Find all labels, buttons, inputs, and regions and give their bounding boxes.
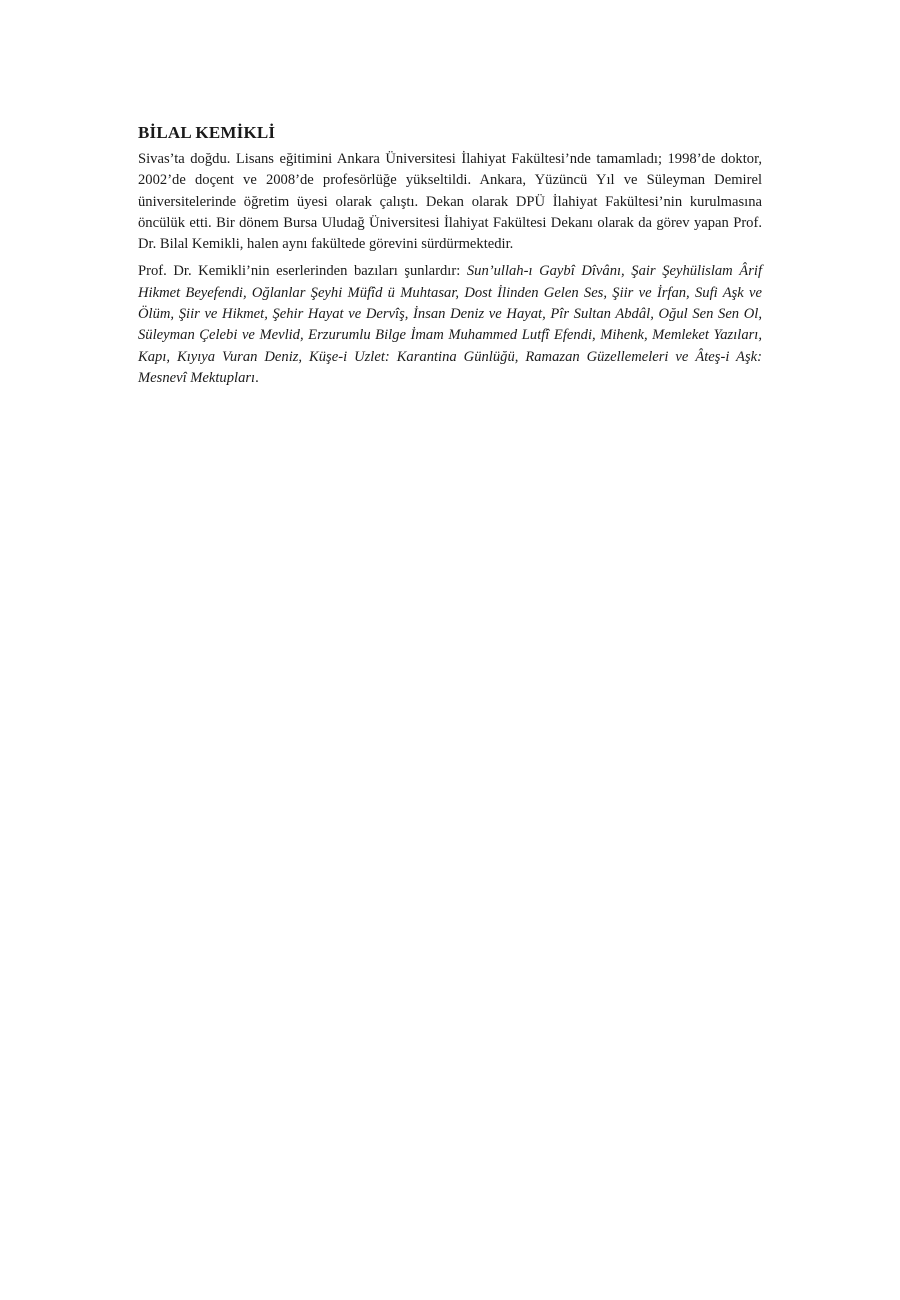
works-paragraph (138, 261, 762, 389)
biography-paragraph: Sivas’ta doğdu. Lisans eğitimini Ankara Üniversitesi İlahiyat Fakültesi’nde tamamladı; 1998’de doktor, 2002’de doçent ve 2008’de profesörlüğe yükseltildi. Ankara, Yüzüncü Yıl ve Süleyman Demirel üniversitelerinde öğretim üyesi olarak çalıştı. Dekan olarak DPÜ İlahiyat Fakültesi’nin kurulmasına öncülük etti. Bir dönem Bursa Uludağ Üniversitesi İlahiyat Fakültesi Dekanı olarak da görev yapan Prof. Dr. Bilal Kemikli, halen aynı fakültede görevini sürdürmektedir. (138, 151, 762, 253)
works-intro-text: Prof. Dr. Kemikli’nin eserlerinden bazıları şunlardır: (138, 263, 467, 280)
author-bio-page (138, 122, 762, 395)
author-name-heading: BİLAL KEMİKLİ (138, 123, 276, 142)
works-period: . (255, 369, 259, 386)
works-list-text: Sun’ullah-ı Gaybî Dîvânı, Şair Şeyhülislam Ârif Hikmet Beyefendi, Oğlanlar Şeyhi Müfîd ü Muhtasar, Dost İlinden Gelen Ses, Şiir ve İrfan, Sufi Aşk ve Ölüm, Şiir ve Hikmet, Şehir Hayat ve Dervîş, İnsan Deniz ve Hayat, Pîr Sultan Abdâl, Oğul Sen Sen Ol, Süleyman Çelebi ve Mevlid, Erzurumlu Bilge İmam Muhammed Lutfî Efendi, Mihenk, Memleket Yazıları, Kapı, Kıyıya Vuran Deniz, Küşe-i Uzlet: Karantina Günlüğü, Ramazan Güzellemeleri ve Âteş-i Aşk: Mesnevî Mektupları (138, 263, 762, 386)
